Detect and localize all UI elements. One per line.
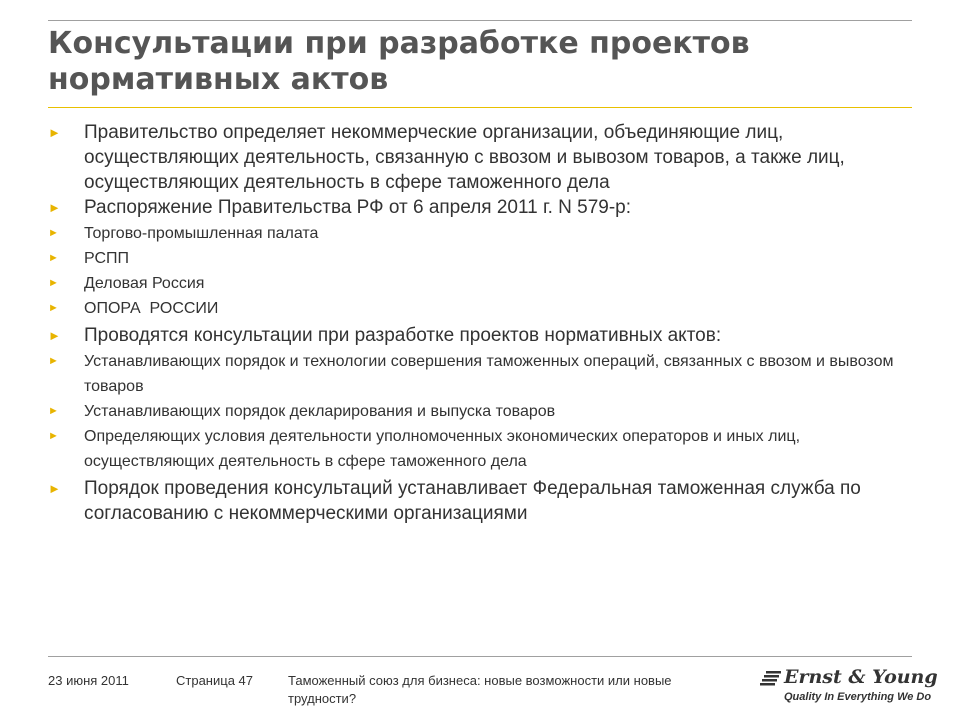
top-divider: [48, 20, 912, 21]
sub-bullet-item: [48, 424, 918, 474]
bullet-procedure: [48, 476, 918, 526]
sub-bullet-item: [48, 271, 918, 296]
sub-bullet-item: [48, 221, 918, 246]
slide-title: Консультации при разработке проектов нормативных актов: [48, 26, 750, 97]
sub-bullet-marker-icon: ►: [48, 430, 59, 442]
sub-list-wrapper: [48, 221, 918, 321]
sub-bullet-text: Устанавливающих порядок декларирования и выпуска товаров: [84, 403, 556, 420]
bullet-text: Порядок проведения консультаций устанавливает Федеральная таможенная служба по согласованию с некоммерческими организациями: [84, 478, 861, 524]
footer-page-number: Страница 47: [176, 673, 253, 688]
bullet-marker-icon: ►: [48, 125, 61, 140]
sub-bullet-marker-icon: ►: [48, 227, 59, 239]
sub-bullet-text: Устанавливающих порядок и технологии совершения таможенных операций, связанных с ввозом и вывозом товаров: [84, 353, 894, 395]
sub-bullet-marker-icon: ►: [48, 302, 59, 314]
sub-bullet-text: Определяющих условия деятельности уполномоченных экономических операторов и иных лиц, осуществляющих деятельность в сфере таможенного дела: [84, 428, 801, 470]
bullet-marker-icon: ►: [48, 200, 61, 215]
sub-bullet-marker-icon: ►: [48, 355, 59, 367]
sub-list-wrapper: [48, 349, 918, 474]
bullet-marker-icon: ►: [48, 481, 61, 496]
sub-bullet-text: Деловая Россия: [84, 275, 205, 292]
sub-bullet-item: [48, 246, 918, 271]
bullet-consultations: [48, 323, 918, 348]
sub-bullet-item: [48, 296, 918, 321]
sub-bullet-marker-icon: ►: [48, 277, 59, 289]
sub-bullet-marker-icon: ►: [48, 405, 59, 417]
footer-divider: [48, 656, 912, 657]
sub-bullet-text: ОПОРА РОССИИ: [84, 300, 219, 317]
sub-bullet-item: [48, 399, 918, 424]
bullet-government-defines: [48, 120, 918, 195]
ernst-young-logo: [760, 664, 938, 708]
sub-bullet-list-acts: [48, 349, 918, 474]
logo-company-name: Ernst & Young: [784, 666, 938, 688]
footer-presentation-title: Таможенный союз для бизнеса: новые возможности или новые трудности?: [288, 673, 672, 706]
sub-bullet-text: Торгово-промышленная палата: [84, 225, 319, 242]
logo-tagline: Quality In Everything We Do: [784, 691, 932, 703]
bullet-list: [48, 120, 918, 526]
sub-bullet-list-organizations: [48, 221, 918, 321]
footer-date: 23 июня 2011: [48, 673, 129, 688]
bullet-text: Правительство определяет некоммерческие организации, объединяющие лиц, осуществляющих деятельность, связанную с ввозом и вывозом товаров, а также лиц, осуществляющих деятельность в сфере таможенного дела: [84, 122, 845, 193]
bullet-marker-icon: ►: [48, 328, 61, 343]
sub-bullet-text: РСПП: [84, 250, 130, 267]
ey-logo-mark-icon: [760, 670, 782, 688]
sub-bullet-item: [48, 349, 918, 399]
sub-bullet-marker-icon: ►: [48, 252, 59, 264]
bullet-text: Распоряжение Правительства РФ от 6 апреля 2011 г. N 579-р:: [84, 197, 632, 218]
bullet-government-order: [48, 195, 918, 220]
bullet-text: Проводятся консультации при разработке проектов нормативных актов:: [84, 325, 722, 346]
slide-content: [48, 120, 918, 526]
title-underline: [48, 107, 912, 108]
